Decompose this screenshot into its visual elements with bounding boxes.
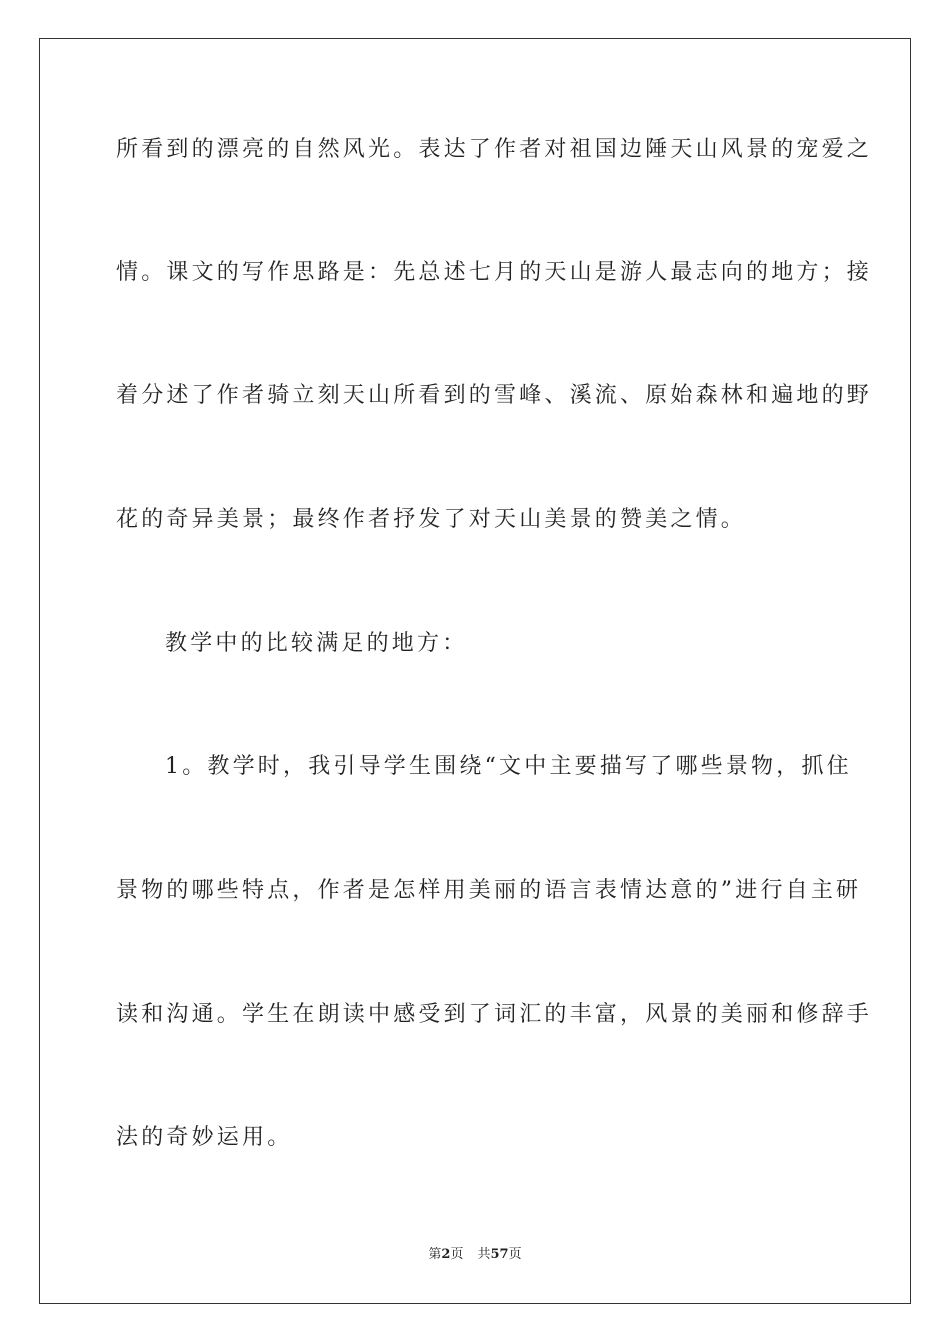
text-line: 着分述了作者骑立刻天山所看到的雪峰、溪流、原始森林和遍地的野 <box>116 383 873 408</box>
page-suffix: 页 <box>450 1247 464 1262</box>
section-heading: 教学中的比较满足的地方： <box>165 631 468 656</box>
text-line: 花的奇异美景；最终作者抒发了对天山美景的赞美之情。 <box>116 507 747 532</box>
text-line: 法的奇妙运用。 <box>116 1125 293 1150</box>
text-line: 景物的哪些特点，作者是怎样用美丽的语言表情达意的”进行自主研 <box>116 878 862 903</box>
text-line: 读和沟通。学生在朗读中感受到了词汇的丰富，风景的美丽和修辞手 <box>116 1002 873 1027</box>
total-prefix: 共 <box>477 1247 491 1262</box>
total-suffix: 页 <box>508 1247 522 1262</box>
page-prefix: 第 <box>428 1247 442 1262</box>
page-number: 2 <box>441 1247 451 1262</box>
page-footer <box>0 1246 950 1264</box>
total-pages: 57 <box>490 1247 509 1262</box>
text-line: 所看到的漂亮的自然风光。表达了作者对祖国边陲天山风景的宠爱之 <box>116 137 873 162</box>
text-line: 情。课文的写作思路是：先总述七月的天山是游人最志向的地方；接 <box>116 260 873 285</box>
text-line: 1。教学时，我引导学生围绕“文中主要描写了哪些景物，抓住 <box>165 754 852 779</box>
page-border <box>39 38 911 1304</box>
